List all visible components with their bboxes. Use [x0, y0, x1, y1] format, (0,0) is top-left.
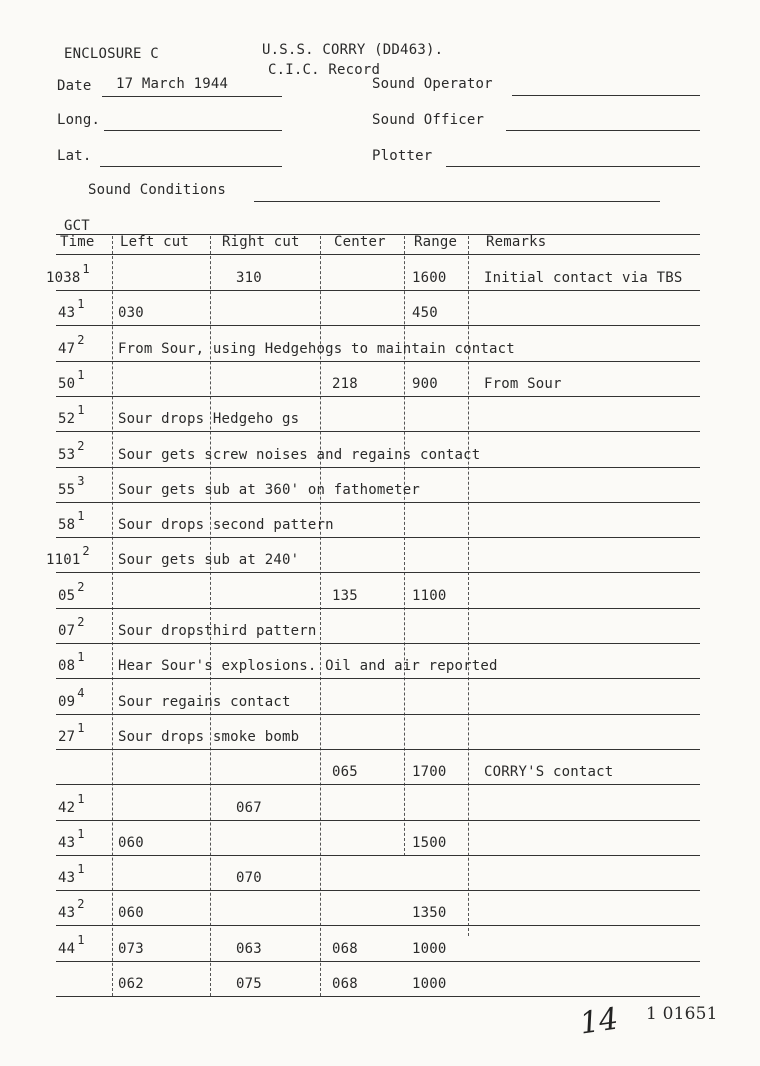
row-rule: [56, 572, 700, 573]
row-note: Sour regains contact: [118, 694, 291, 710]
row-remarks: From Sour: [484, 376, 562, 392]
row-note: Sour gets sub at 240': [118, 552, 300, 568]
row-rule: [56, 361, 700, 362]
row-range: 1500: [412, 835, 447, 851]
row-time-superscript: 2: [77, 333, 85, 347]
date-underline: [102, 96, 282, 97]
row-time-superscript: 2: [82, 544, 90, 558]
row-time-superscript: 2: [77, 897, 85, 911]
row-rule: [56, 608, 700, 609]
row-time: 27: [58, 729, 76, 745]
row-remarks: Initial contact via TBS: [484, 270, 683, 286]
row-range: 1000: [412, 976, 447, 992]
row-time-superscript: 1: [77, 827, 85, 841]
row-left-cut: 060: [118, 835, 144, 851]
row-time-superscript: 1: [77, 368, 85, 382]
row-note: Sour drops second pattern: [118, 517, 334, 533]
row-time: 44: [58, 941, 76, 957]
row-rule: [56, 996, 700, 997]
row-center: 065: [332, 764, 358, 780]
row-time-superscript: 2: [77, 580, 85, 594]
row-time: 1101: [46, 552, 81, 568]
handwritten-page-number: 14: [577, 1001, 621, 1042]
row-rule: [56, 855, 700, 856]
row-note: Sour gets screw noises and regains contact: [118, 447, 481, 463]
row-center: 218: [332, 376, 358, 392]
row-rule: [56, 749, 700, 750]
row-time: 43: [58, 305, 76, 321]
row-time-superscript: 4: [77, 686, 85, 700]
row-rule: [56, 820, 700, 821]
row-center: 068: [332, 941, 358, 957]
row-time-superscript: 1: [77, 650, 85, 664]
row-time: 09: [58, 694, 76, 710]
row-time-superscript: 1: [77, 933, 85, 947]
row-left-cut: 062: [118, 976, 144, 992]
row-rule: [56, 643, 700, 644]
row-time: 53: [58, 447, 76, 463]
row-range: 900: [412, 376, 438, 392]
row-note: Sour drops smoke bomb: [118, 729, 300, 745]
row-left-cut: 030: [118, 305, 144, 321]
row-time: 58: [58, 517, 76, 533]
row-time: 55: [58, 482, 76, 498]
row-rule: [56, 890, 700, 891]
date-value: 17 March 1944: [116, 76, 229, 92]
sound-conditions-label: Sound Conditions: [88, 182, 227, 198]
row-note: Sour drops Hedgeho gs: [118, 411, 300, 427]
row-time-superscript: 1: [82, 262, 90, 276]
row-note: Sour gets sub at 360' on fathometer: [118, 482, 421, 498]
row-time: 43: [58, 835, 76, 851]
row-note: From Sour, using Hedgehogs to maintain contact: [118, 341, 515, 357]
row-rule: [56, 396, 700, 397]
lat-label: Lat.: [57, 148, 92, 164]
lat-line: [100, 166, 282, 167]
row-time: 47: [58, 341, 76, 357]
row-center: 068: [332, 976, 358, 992]
row-rule: [56, 961, 700, 962]
date-label: Date: [57, 78, 92, 94]
row-rule: [56, 925, 700, 926]
row-rule: [56, 537, 700, 538]
row-time: 1038: [46, 270, 81, 286]
row-right-cut: 067: [236, 800, 262, 816]
sound-operator-line: [512, 95, 700, 96]
plotter-label: Plotter: [372, 148, 433, 164]
row-range: 1600: [412, 270, 447, 286]
row-time-superscript: 1: [77, 862, 85, 876]
row-rule: [56, 290, 700, 291]
sound-officer-label: Sound Officer: [372, 112, 485, 128]
row-rule: [56, 431, 700, 432]
row-time: 07: [58, 623, 76, 639]
row-time: 43: [58, 870, 76, 886]
sound-conditions-line: [254, 201, 660, 202]
col-divider: [404, 236, 405, 856]
col-header-right-cut: Right cut: [222, 234, 300, 250]
col-divider: [112, 236, 113, 996]
row-rule: [56, 784, 700, 785]
row-right-cut: 070: [236, 870, 262, 886]
row-time: 50: [58, 376, 76, 392]
col-header-remarks: Remarks: [486, 234, 547, 250]
row-time-superscript: 1: [77, 509, 85, 523]
row-rule: [56, 467, 700, 468]
ship-name: U.S.S. CORRY (DD463).: [262, 42, 444, 58]
row-center: 135: [332, 588, 358, 604]
document-number: 1 01651: [646, 1004, 718, 1024]
gct-label: GCT: [64, 218, 90, 234]
row-note: Hear Sour's explosions. Oil and air reported: [118, 658, 498, 674]
row-range: 1350: [412, 905, 447, 921]
row-right-cut: 075: [236, 976, 262, 992]
row-rule: [56, 325, 700, 326]
row-left-cut: 060: [118, 905, 144, 921]
row-time: 43: [58, 905, 76, 921]
row-time: 42: [58, 800, 76, 816]
row-note: Sour dropsthird pattern: [118, 623, 317, 639]
row-rule: [56, 714, 700, 715]
row-rule: [56, 678, 700, 679]
enclosure-label: ENCLOSURE C: [64, 46, 159, 62]
row-time: 05: [58, 588, 76, 604]
row-range: 1700: [412, 764, 447, 780]
col-header-left-cut: Left cut: [120, 234, 190, 250]
row-time: 52: [58, 411, 76, 427]
row-range: 450: [412, 305, 438, 321]
table-header-rule: [56, 254, 700, 255]
row-time-superscript: 1: [77, 792, 85, 806]
long-line: [104, 130, 282, 131]
row-time-superscript: 1: [77, 721, 85, 735]
row-remarks: CORRY'S contact: [484, 764, 614, 780]
row-left-cut: 073: [118, 941, 144, 957]
col-header-time: Time: [60, 234, 95, 250]
plotter-line: [446, 166, 700, 167]
row-right-cut: 310: [236, 270, 262, 286]
row-time-superscript: 2: [77, 439, 85, 453]
row-right-cut: 063: [236, 941, 262, 957]
row-time-superscript: 1: [77, 297, 85, 311]
row-time-superscript: 1: [77, 403, 85, 417]
long-label: Long.: [57, 112, 101, 128]
row-range: 1000: [412, 941, 447, 957]
record-title: C.I.C. Record: [268, 62, 381, 78]
row-time-superscript: 3: [77, 474, 85, 488]
row-rule: [56, 502, 700, 503]
sound-operator-label: Sound Operator: [372, 76, 493, 92]
row-time-superscript: 2: [77, 615, 85, 629]
col-header-range: Range: [414, 234, 458, 250]
row-time: 08: [58, 658, 76, 674]
sound-officer-line: [506, 130, 700, 131]
col-header-center: Center: [334, 234, 386, 250]
row-range: 1100: [412, 588, 447, 604]
